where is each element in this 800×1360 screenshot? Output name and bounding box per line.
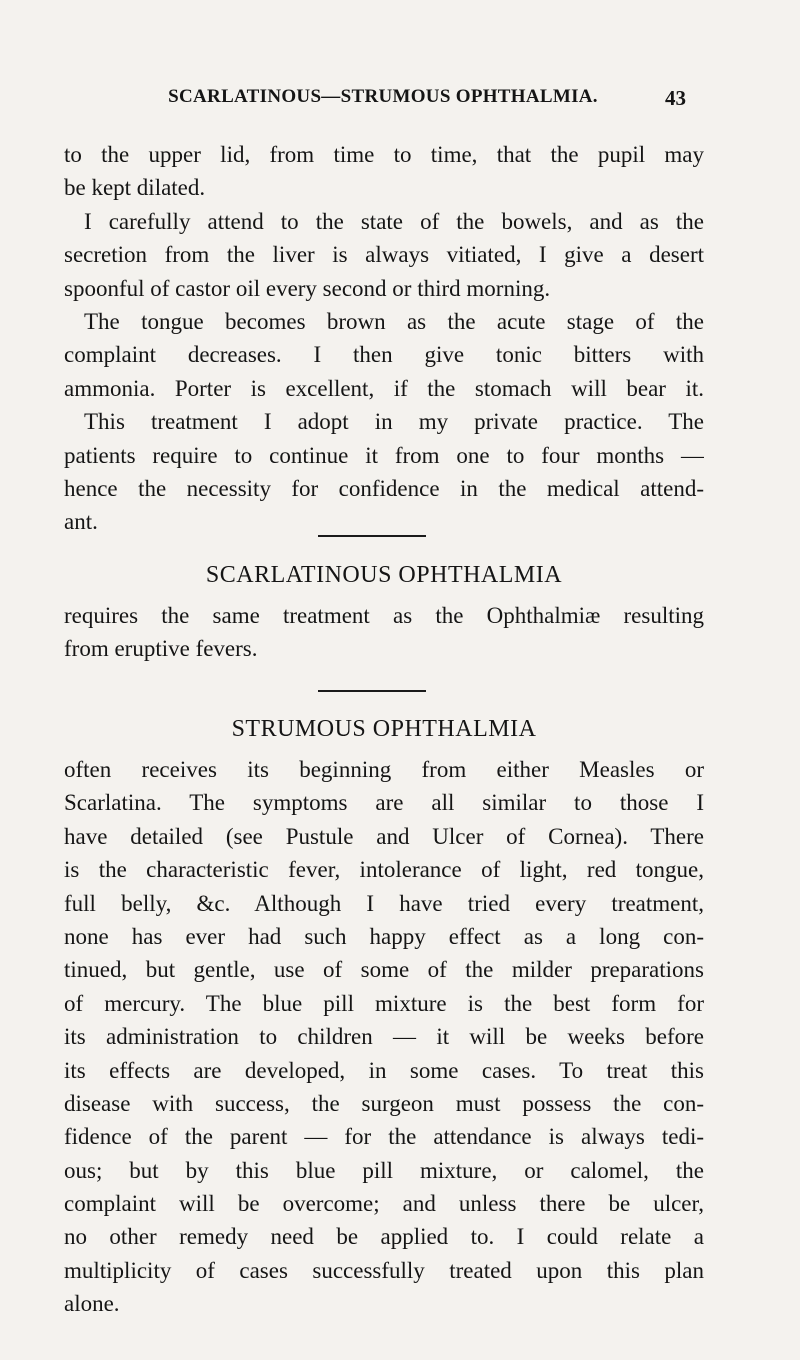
text-line: of mercury. The blue pill mixture is the best form for: [64, 990, 704, 1016]
text-line: from eruptive fevers.: [64, 636, 258, 662]
paragraph-block-3: [64, 753, 704, 1321]
section-heading-strumous: STRUMOUS OPHTHALMIA: [231, 716, 537, 742]
text-line: multiplicity of cases successfully treated upon this plan: [64, 1257, 704, 1283]
section-divider: [318, 535, 426, 537]
text-line: I carefully attend to the state of the bowels, and as the: [84, 208, 704, 234]
running-head: SCARLATINOUS—STRUMOUS OPHTHALMIA.: [168, 86, 598, 107]
text-line: hence the necessity for confidence in the medical attend-: [64, 475, 704, 501]
text-line: fidence of the parent — for the attendance is always tedi-: [64, 1124, 704, 1150]
text-line: Scarlatina. The symptoms are all similar to those I: [64, 790, 704, 816]
text-line: complaint decreases. I then give tonic bitters with: [64, 342, 704, 368]
text-line: have detailed (see Pustule and Ulcer of Cornea). There: [64, 823, 704, 849]
text-line: often receives its beginning from either Measles or: [64, 757, 704, 782]
text-line: requires the same treatment as the Ophthalmiæ resulting: [64, 603, 704, 628]
section-heading-scarlatinous: SCARLATINOUS OPHTHALMIA: [205, 562, 563, 588]
text-line: its administration to children — it will be weeks before: [64, 1024, 704, 1050]
text-line: tinued, but gentle, use of some of the milder preparations: [64, 957, 704, 983]
paragraph-block-2: [64, 599, 704, 666]
text-line: spoonful of castor oil every second or third morning.: [64, 275, 551, 301]
text-line: be kept dilated.: [64, 175, 206, 201]
page-number: 43: [665, 86, 686, 110]
text-line: its effects are developed, in some cases. To treat this: [64, 1057, 704, 1083]
section-divider: [318, 690, 426, 692]
text-line: secretion from the liver is always vitiated, I give a desert: [64, 242, 704, 268]
text-line: none has ever had such happy effect as a long con-: [64, 923, 704, 949]
text-line: ammonia. Porter is excellent, if the stomach will bear it.: [64, 375, 704, 401]
text-line: alone.: [64, 1291, 120, 1317]
text-line: The tongue becomes brown as the acute stage of the: [84, 308, 704, 334]
text-line: patients require to continue it from one to four months —: [64, 442, 704, 468]
text-line: complaint will be overcome; and unless there be ulcer,: [64, 1191, 704, 1217]
text-line: ant.: [64, 509, 98, 535]
text-line: full belly, &c. Although I have tried every treatment,: [64, 890, 704, 916]
paragraph-block-1: [64, 138, 704, 539]
text-line: This treatment I adopt in my private practice. The: [84, 409, 704, 435]
text-line: no other remedy need be applied to. I could relate a: [64, 1224, 704, 1250]
page-header: [140, 86, 686, 116]
text-line: ous; but by this blue pill mixture, or calomel, the: [64, 1157, 704, 1183]
text-line: to the upper lid, from time to time, that the pupil may: [64, 142, 704, 167]
text-line: disease with success, the surgeon must possess the con-: [64, 1090, 704, 1116]
text-line: is the characteristic fever, intolerance of light, red tongue,: [64, 857, 704, 883]
